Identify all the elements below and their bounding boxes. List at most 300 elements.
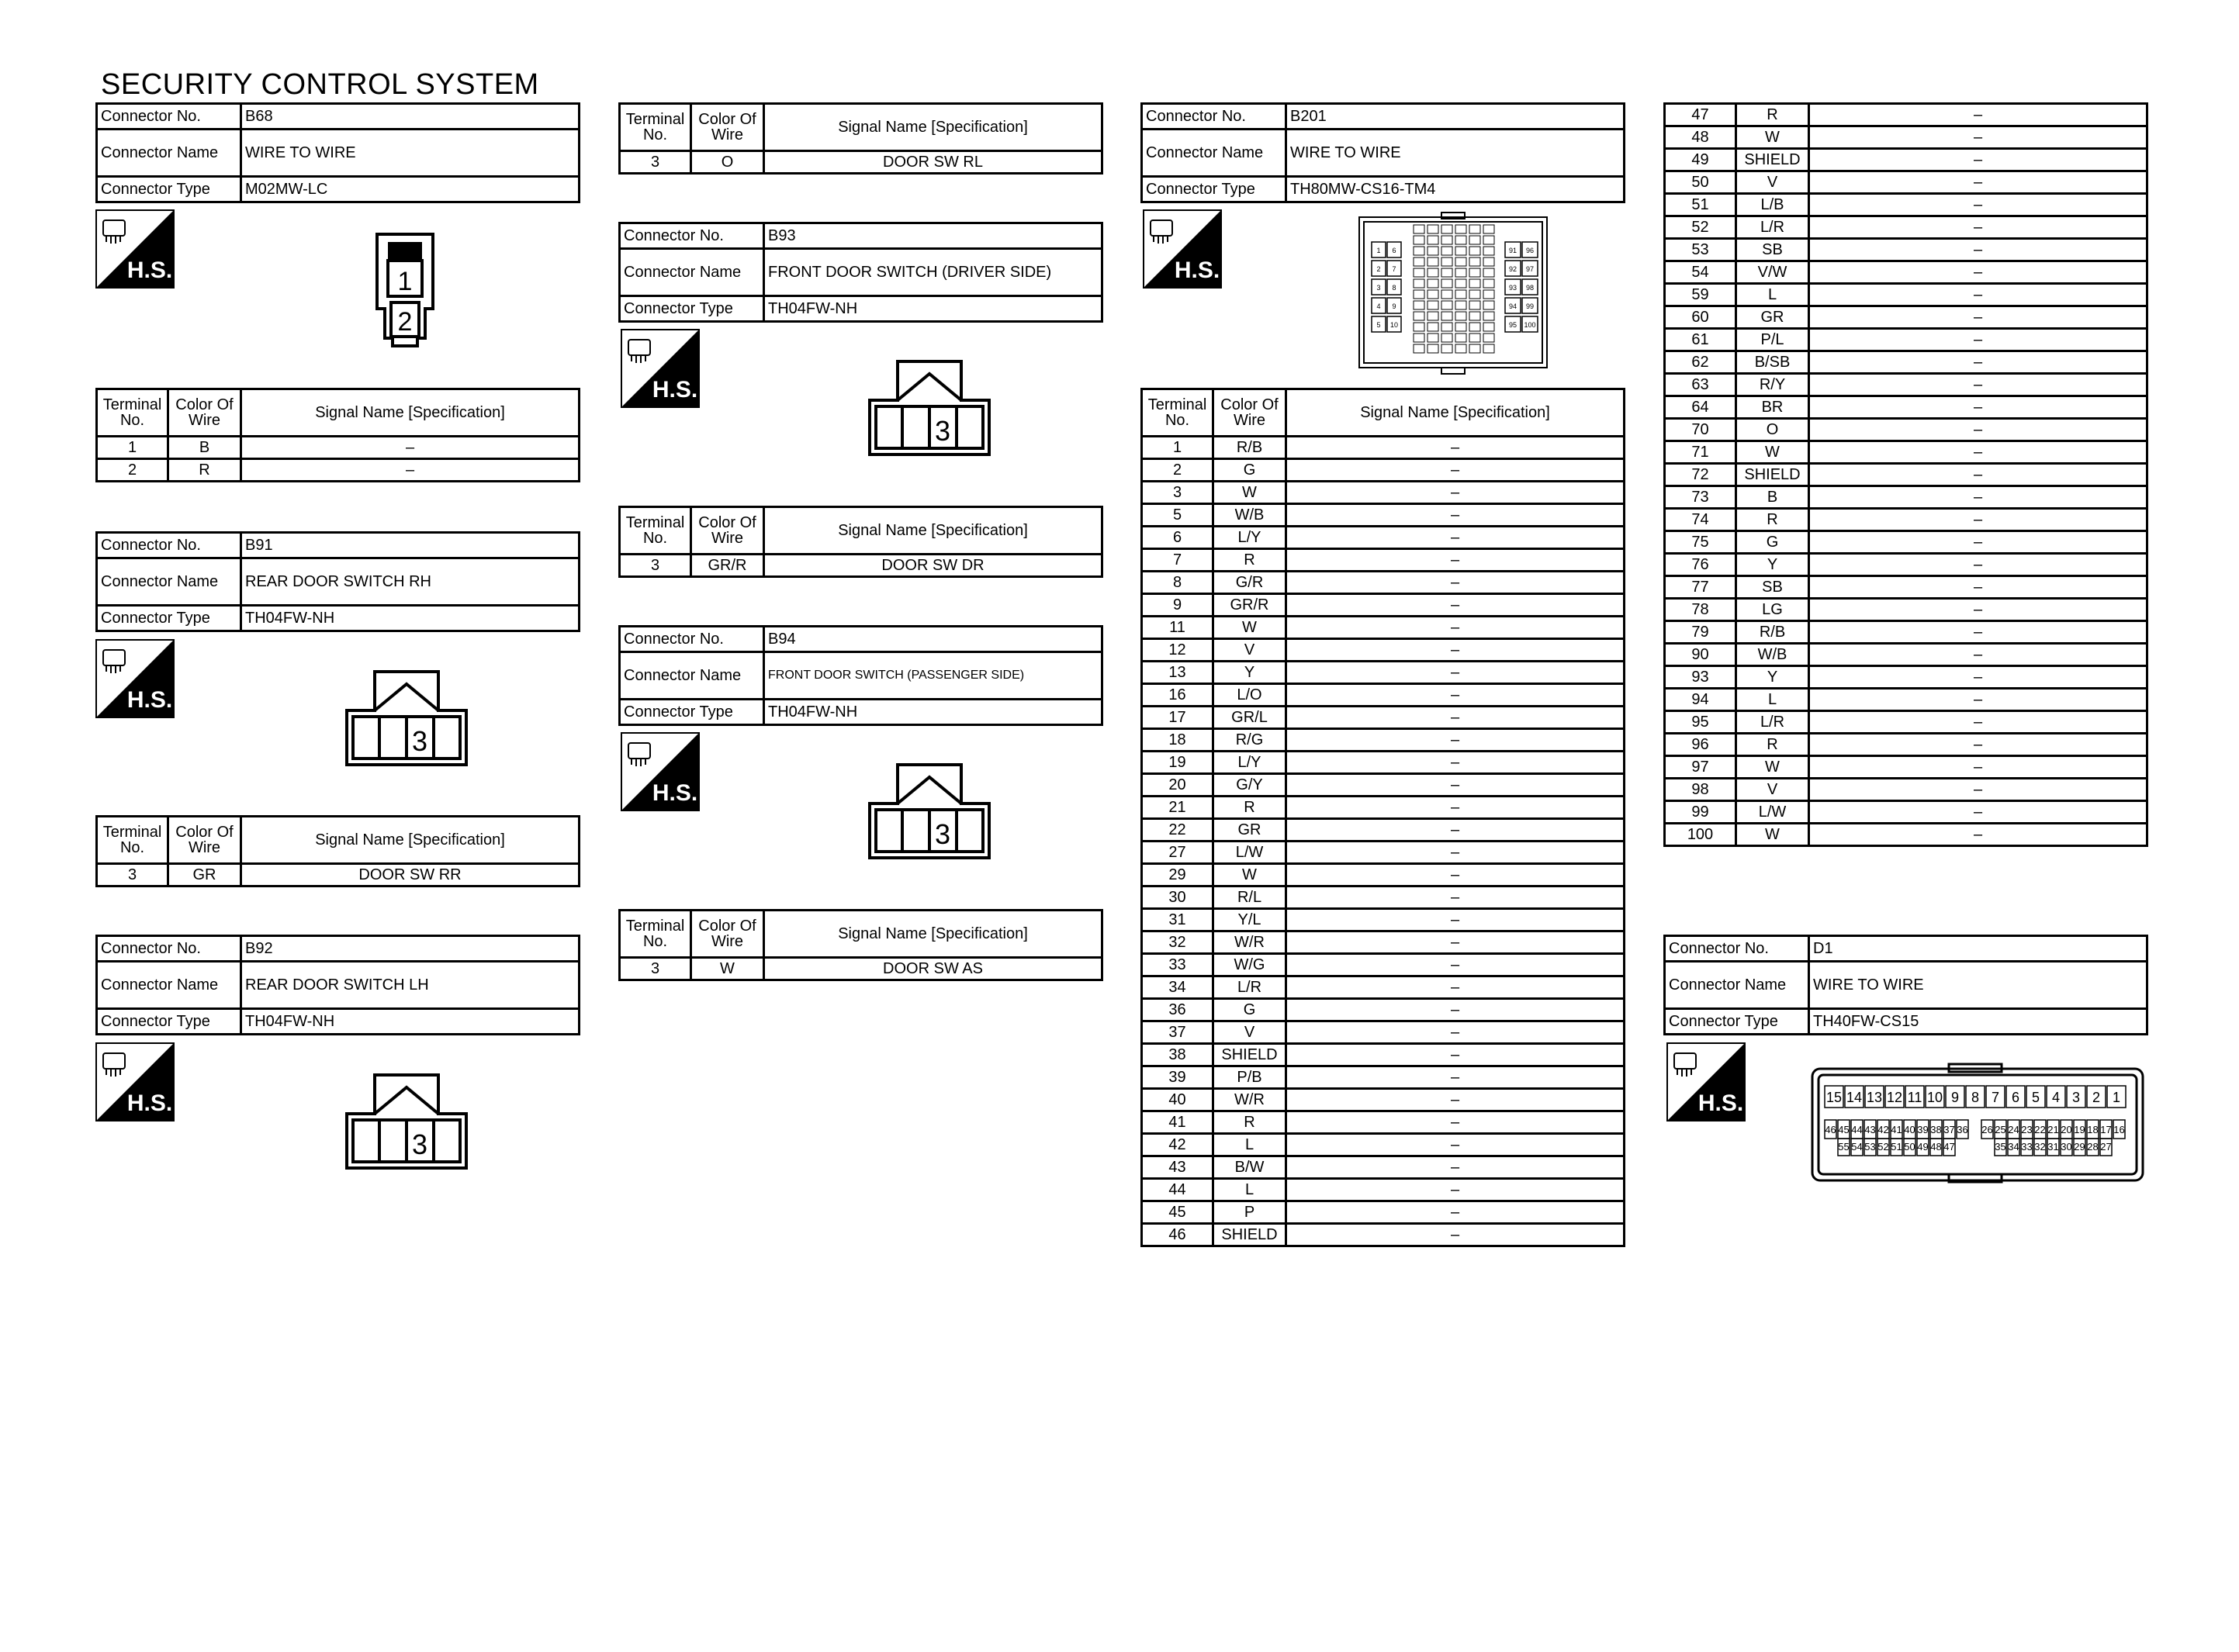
table-row — [1142, 976, 1625, 999]
table-row — [1142, 1224, 1625, 1246]
pin-cell — [1483, 301, 1494, 309]
terminal-cell: 97 — [1665, 756, 1736, 779]
table-row — [1142, 639, 1625, 662]
harness-side-icon — [621, 329, 700, 408]
pin-label: 23 — [2021, 1124, 2033, 1135]
svg-text:H.S.: H.S. — [652, 780, 698, 806]
table-row — [1142, 797, 1625, 819]
wire-color-cell: R/B — [1736, 621, 1809, 644]
signal-cell: – — [1809, 599, 2147, 621]
pin-label: 7 — [1991, 1090, 2000, 1105]
table-row — [1142, 752, 1625, 774]
terminal-cell: 45 — [1142, 1201, 1213, 1224]
table-row — [1142, 594, 1625, 617]
terminal-cell: 5 — [1142, 504, 1213, 527]
signal-cell: – — [1809, 666, 2147, 689]
pin-label: 99 — [1525, 302, 1535, 310]
signal-cell: – — [1809, 554, 2147, 576]
signal-cell: – — [1809, 194, 2147, 216]
table-row — [1142, 864, 1625, 886]
wire-color-cell: L/O — [1213, 684, 1286, 707]
table-row — [1665, 689, 2147, 711]
wire-color-cell: L/Y — [1213, 752, 1286, 774]
wire-color-cell: L/B — [1736, 194, 1809, 216]
table-row — [1665, 171, 2147, 194]
pin-label: 36 — [1957, 1124, 1968, 1135]
pin-cell — [1414, 257, 1424, 266]
table-row — [1665, 216, 2147, 239]
table-row — [1665, 351, 2147, 374]
pin-cell — [1441, 268, 1452, 277]
wire-color-cell: L/W — [1736, 801, 1809, 824]
wire-color-cell: L — [1736, 689, 1809, 711]
pin-label: 44 — [1851, 1124, 1863, 1135]
wire-color-cell: W/G — [1213, 954, 1286, 976]
table-row — [1665, 464, 2147, 486]
terminal-cell: 53 — [1665, 239, 1736, 261]
svg-text:1: 1 — [397, 267, 413, 296]
connector-diagram-b93 — [867, 358, 992, 458]
pin-label: 33 — [2021, 1141, 2033, 1153]
signal-cell: – — [1286, 886, 1625, 909]
svg-text:H.S.: H.S. — [1697, 1090, 1744, 1116]
pin-cell — [1441, 236, 1452, 244]
pin-cell — [1455, 312, 1466, 320]
signal-cell: – — [1286, 594, 1625, 617]
connector-diagram-b68 — [374, 231, 436, 349]
wire-color-cell: W — [1736, 441, 1809, 464]
wire-color-cell: P — [1213, 1201, 1286, 1224]
connector-info-b68 — [95, 102, 580, 203]
pin-cell — [1455, 323, 1466, 331]
pin-label: 2 — [1376, 265, 1381, 273]
terminal-cell: 36 — [1142, 999, 1213, 1021]
pin-cell — [1427, 312, 1438, 320]
pin-label: 2 — [2092, 1090, 2101, 1105]
table-row — [1665, 306, 2147, 329]
wire-color-cell: R/Y — [1736, 374, 1809, 396]
signal-cell: – — [1809, 396, 2147, 419]
pin-label: 13 — [1866, 1090, 1883, 1105]
pin-cell — [1469, 257, 1480, 266]
connector-diagram-b92 — [344, 1072, 469, 1171]
terminal-cell: 18 — [1142, 729, 1213, 752]
terminal-cell: 63 — [1665, 374, 1736, 396]
pin-label: 100 — [1524, 321, 1536, 329]
wire-color-cell: O — [1736, 419, 1809, 441]
pin-cell — [1441, 323, 1452, 331]
terminal-cell: 76 — [1665, 554, 1736, 576]
wire-color-cell: G — [1213, 999, 1286, 1021]
wire-color-cell: W/B — [1736, 644, 1809, 666]
table-row — [1142, 774, 1625, 797]
terminal-cell: 27 — [1142, 842, 1213, 864]
pin-cell — [1414, 268, 1424, 277]
pin-label: 51 — [1891, 1141, 1902, 1153]
pin-cell — [1427, 334, 1438, 342]
pin-cell — [1483, 257, 1494, 266]
signal-cell: – — [1809, 644, 2147, 666]
signal-cell: – — [1286, 617, 1625, 639]
pin-label: 54 — [1851, 1141, 1863, 1153]
wire-color-cell: B/W — [1213, 1156, 1286, 1179]
terminal-cell: 7 — [1142, 549, 1213, 572]
svg-text:3: 3 — [934, 818, 951, 850]
pin-label: 42 — [1877, 1124, 1889, 1135]
pin-cell — [1414, 247, 1424, 255]
wire-color-cell: L/R — [1213, 976, 1286, 999]
signal-cell: – — [1809, 261, 2147, 284]
table-row — [1665, 666, 2147, 689]
wire-color-cell: G/R — [1213, 572, 1286, 594]
table-row — [1665, 644, 2147, 666]
terminal-cell: 30 — [1142, 886, 1213, 909]
wire-color-cell: LG — [1736, 599, 1809, 621]
pin-label: 97 — [1525, 265, 1535, 273]
pin-label: 1 — [1376, 247, 1381, 254]
wire-color-cell: P/B — [1213, 1066, 1286, 1089]
label: Connector No. — [97, 104, 241, 130]
table-row — [1142, 1066, 1625, 1089]
signal-cell: – — [1809, 239, 2147, 261]
signal-cell: – — [1286, 572, 1625, 594]
table-row — [1665, 194, 2147, 216]
signal-cell: – — [1286, 527, 1625, 549]
terminal-cell: 39 — [1142, 1066, 1213, 1089]
pin-label: 38 — [1930, 1124, 1942, 1135]
signal-cell: – — [1809, 171, 2147, 194]
pin-cell — [1469, 323, 1480, 331]
value: B68 — [241, 104, 580, 130]
pin-cell — [1414, 344, 1424, 353]
table-row — [1665, 509, 2147, 531]
pin-label: 92 — [1508, 265, 1517, 273]
pin-cell — [1455, 290, 1466, 299]
table-row — [1142, 1201, 1625, 1224]
pin-label: 29 — [2074, 1141, 2085, 1153]
terminal-cell: 33 — [1142, 954, 1213, 976]
signal-cell: – — [1809, 531, 2147, 554]
table-row — [1142, 527, 1625, 549]
pin-label: 10 — [1926, 1090, 1943, 1105]
pin-cell — [1455, 344, 1466, 353]
table-row — [1665, 531, 2147, 554]
wire-color-cell: R — [1213, 1111, 1286, 1134]
terminal-cell: 93 — [1665, 666, 1736, 689]
pin-label: 22 — [2034, 1124, 2046, 1135]
wire-color-cell: W/R — [1213, 931, 1286, 954]
wire-color-cell: G/Y — [1213, 774, 1286, 797]
wire-color-cell: V — [1213, 639, 1286, 662]
harness-side-icon — [95, 1042, 175, 1121]
terminal-cell: 60 — [1665, 306, 1736, 329]
signal-cell: – — [1809, 509, 2147, 531]
signal-cell: – — [1809, 734, 2147, 756]
terminal-cell: 79 — [1665, 621, 1736, 644]
table-row — [1665, 576, 2147, 599]
table-row — [1142, 819, 1625, 842]
wire-color-cell: R — [1736, 509, 1809, 531]
table-row — [1665, 104, 2147, 126]
table-row — [1142, 459, 1625, 482]
terminal-cell: 2 — [1142, 459, 1213, 482]
svg-text:3: 3 — [934, 415, 951, 447]
signal-cell: – — [1286, 797, 1625, 819]
signal-cell: – — [1286, 976, 1625, 999]
terminal-cell: 78 — [1665, 599, 1736, 621]
pin-label: 3 — [1376, 284, 1381, 292]
pin-cell — [1469, 334, 1480, 342]
signal-cell: – — [1286, 662, 1625, 684]
signal-cell: – — [1809, 419, 2147, 441]
connector-diagram-b201 — [1356, 211, 1550, 377]
signal-table-b201: Terminal No. Color Of Wire Signal Name [Specification] 1 R/B – 2 G – 3 W – 5 W/B – 6 L/Y – 7 R – 8 G/R – 9 GR/R – 11 W – 12 V – 13 Y – 16 L/O – 17 GR/L – 18 R/G – 19 L/Y – 20 G/Y – 21 R – 22 GR – 27 L/W – 29 W – 30 R/L – 31 Y/L – 32 W/R – 33 W/G – 34 L/R – 36 G – 37 V – 38 SHIELD – 39 P/B – 40 W/R – 41 R – 42 L – 43 B/W – 44 L – 45 P – 46 SHIELD – — [1140, 388, 1625, 1247]
pin-label: 31 — [2047, 1141, 2059, 1153]
table-row — [1142, 1156, 1625, 1179]
table-row — [1665, 419, 2147, 441]
table-row — [1665, 801, 2147, 824]
pin-cell — [1483, 344, 1494, 353]
table-row — [1142, 437, 1625, 459]
table-row — [1665, 239, 2147, 261]
signal-table-b94: Terminal No. Color Of Wire Signal Name [Specification] 3 W DOOR SW AS — [618, 909, 1103, 981]
terminal-cell: 16 — [1142, 684, 1213, 707]
connector-diagram-b91 — [344, 669, 469, 768]
table-row — [1142, 886, 1625, 909]
table-row — [1665, 261, 2147, 284]
wire-color-cell: R — [1736, 734, 1809, 756]
pin-label: 32 — [2034, 1141, 2046, 1153]
terminal-cell: 70 — [1665, 419, 1736, 441]
table-row — [1665, 486, 2147, 509]
table-row — [1142, 1111, 1625, 1134]
wire-color-cell: SHIELD — [1736, 149, 1809, 171]
pin-cell — [1427, 247, 1438, 255]
terminal-cell: 90 — [1665, 644, 1736, 666]
svg-text:2: 2 — [397, 307, 413, 337]
value: M02MW-LC — [241, 177, 580, 202]
table-row — [1665, 779, 2147, 801]
pin-cell — [1427, 279, 1438, 288]
pin-label: 7 — [1392, 265, 1396, 273]
signal-cell: – — [1286, 684, 1625, 707]
signal-cell: – — [1809, 486, 2147, 509]
pin-label: 91 — [1508, 247, 1517, 254]
connector-diagram-b94 — [867, 762, 992, 861]
wire-color-cell: R — [1213, 549, 1286, 572]
signal-table-b91: Terminal No. Color Of Wire Signal Name [Specification] 3 GR DOOR SW RR — [95, 815, 580, 887]
pin-label: 53 — [1864, 1141, 1876, 1153]
pin-cell — [1414, 334, 1424, 342]
pin-label: 55 — [1838, 1141, 1850, 1153]
table-row — [1142, 662, 1625, 684]
table-row — [1142, 842, 1625, 864]
svg-text:H.S.: H.S. — [652, 377, 698, 403]
signal-table-b201-continued — [1663, 102, 2148, 847]
signal-cell: – — [1286, 459, 1625, 482]
pin-cell — [1469, 290, 1480, 299]
pin-cell — [1427, 323, 1438, 331]
pin-cell — [1483, 236, 1494, 244]
wire-color-cell: L/W — [1213, 842, 1286, 864]
signal-cell: – — [1286, 437, 1625, 459]
wire-color-cell: L/R — [1736, 711, 1809, 734]
signal-cell: – — [1809, 576, 2147, 599]
terminal-cell: 100 — [1665, 824, 1736, 846]
terminal-cell: 72 — [1665, 464, 1736, 486]
table-row — [1142, 729, 1625, 752]
signal-cell: – — [1809, 104, 2147, 126]
terminal-cell: 73 — [1665, 486, 1736, 509]
signal-cell: – — [1809, 756, 2147, 779]
pin-label: 18 — [2087, 1124, 2099, 1135]
table-row — [1142, 931, 1625, 954]
pin-cell — [1455, 225, 1466, 233]
pin-cell — [1455, 257, 1466, 266]
wire-color-cell: W — [1213, 482, 1286, 504]
terminal-cell: 50 — [1665, 171, 1736, 194]
table-row — [1142, 549, 1625, 572]
pin-label: 52 — [1877, 1141, 1889, 1153]
pin-label: 8 — [1971, 1090, 1980, 1105]
table-row — [1142, 1044, 1625, 1066]
signal-cell: – — [1286, 819, 1625, 842]
table-row — [1142, 617, 1625, 639]
table-row — [1142, 1021, 1625, 1044]
table-row — [1142, 482, 1625, 504]
pin-cell — [1414, 301, 1424, 309]
pin-cell — [1414, 279, 1424, 288]
pin-cell — [1427, 236, 1438, 244]
terminal-cell: 44 — [1142, 1179, 1213, 1201]
signal-cell: – — [1809, 351, 2147, 374]
table-row — [1142, 909, 1625, 931]
pin-label: 26 — [1981, 1124, 1993, 1135]
harness-side-icon — [1666, 1042, 1746, 1121]
signal-cell: – — [1286, 1201, 1625, 1224]
signal-cell: – — [1286, 1134, 1625, 1156]
wire-color-cell: V/W — [1736, 261, 1809, 284]
pin-label: 43 — [1864, 1124, 1876, 1135]
terminal-cell: 20 — [1142, 774, 1213, 797]
harness-side-icon — [1143, 209, 1222, 289]
terminal-cell: 75 — [1665, 531, 1736, 554]
pin-label: 6 — [2011, 1090, 2020, 1105]
pin-cell — [1427, 290, 1438, 299]
connector-info-b92: Connector No. B92 Connector Name REAR DOOR SWITCH LH Connector Type TH04FW-NH — [95, 935, 580, 1035]
pin-cell — [1441, 301, 1452, 309]
table-row: 1 B – — [97, 437, 580, 459]
signal-cell: – — [1809, 374, 2147, 396]
pin-cell — [1483, 334, 1494, 342]
signal-cell: – — [1286, 931, 1625, 954]
signal-cell: – — [1286, 1156, 1625, 1179]
terminal-cell: 61 — [1665, 329, 1736, 351]
pin-label: 10 — [1389, 321, 1399, 329]
pin-cell — [1455, 247, 1466, 255]
svg-text:3: 3 — [411, 725, 428, 757]
signal-cell: – — [1286, 842, 1625, 864]
pin-cell — [1414, 290, 1424, 299]
terminal-cell: 17 — [1142, 707, 1213, 729]
wire-color-cell: R/L — [1213, 886, 1286, 909]
terminal-cell: 99 — [1665, 801, 1736, 824]
wire-color-cell: Y/L — [1213, 909, 1286, 931]
wire-color-cell: SB — [1736, 576, 1809, 599]
pin-cell — [1469, 279, 1480, 288]
signal-cell: – — [1286, 909, 1625, 931]
table-row: 2 R – — [97, 459, 580, 482]
connector-info-b91: Connector No. B91 Connector Name REAR DOOR SWITCH RH Connector Type TH04FW-NH — [95, 531, 580, 632]
wire-color-cell: W/B — [1213, 504, 1286, 527]
table-row: 3 GR DOOR SW RR — [97, 864, 580, 886]
terminal-cell: 34 — [1142, 976, 1213, 999]
connector-info-b93: Connector No. B93 Connector Name FRONT DOOR SWITCH (DRIVER SIDE) Connector Type TH04FW-NH — [618, 222, 1103, 323]
pin-label: 95 — [1508, 321, 1517, 329]
signal-cell: – — [1286, 774, 1625, 797]
svg-text:3: 3 — [411, 1128, 428, 1160]
terminal-cell: 12 — [1142, 639, 1213, 662]
table-row — [1142, 572, 1625, 594]
terminal-cell: 21 — [1142, 797, 1213, 819]
signal-cell: – — [1286, 1179, 1625, 1201]
pin-cell — [1483, 323, 1494, 331]
pin-cell — [1469, 225, 1480, 233]
pin-cell — [1469, 236, 1480, 244]
table-row — [1665, 711, 2147, 734]
pin-label: 17 — [2100, 1124, 2112, 1135]
wire-color-cell: Y — [1213, 662, 1286, 684]
pin-label: 6 — [1392, 247, 1396, 254]
pin-cell — [1483, 312, 1494, 320]
pin-label: 96 — [1525, 247, 1535, 254]
wire-color-cell: L/Y — [1213, 527, 1286, 549]
svg-text:H.S.: H.S. — [126, 1090, 173, 1116]
terminal-cell: 11 — [1142, 617, 1213, 639]
table-row — [1665, 284, 2147, 306]
svg-text:H.S.: H.S. — [126, 257, 173, 283]
signal-cell: – — [1809, 779, 2147, 801]
terminal-cell: 42 — [1142, 1134, 1213, 1156]
harness-side-icon — [621, 732, 700, 811]
signal-cell: – — [1809, 801, 2147, 824]
signal-cell: – — [1809, 306, 2147, 329]
pin-label: 28 — [2087, 1141, 2099, 1153]
pin-cell — [1427, 301, 1438, 309]
pin-label: 49 — [1917, 1141, 1929, 1153]
wire-color-cell: SB — [1736, 239, 1809, 261]
signal-cell: – — [1286, 1044, 1625, 1066]
wire-color-cell: G — [1736, 531, 1809, 554]
table-row — [1142, 707, 1625, 729]
wire-color-cell: Y — [1736, 666, 1809, 689]
terminal-cell: 47 — [1665, 104, 1736, 126]
table-row — [1142, 684, 1625, 707]
pin-label: 30 — [2061, 1141, 2072, 1153]
wire-color-cell: W — [1736, 756, 1809, 779]
terminal-cell: 22 — [1142, 819, 1213, 842]
terminal-cell: 41 — [1142, 1111, 1213, 1134]
pin-label: 4 — [2051, 1090, 2061, 1105]
harness-side-icon — [95, 209, 175, 289]
page-title: SECURITY CONTROL SYSTEM — [101, 68, 539, 101]
wire-color-cell: W — [1213, 617, 1286, 639]
pin-label: 3 — [2071, 1090, 2081, 1105]
terminal-cell: 40 — [1142, 1089, 1213, 1111]
pin-label: 35 — [1995, 1141, 2006, 1153]
pin-cell — [1441, 290, 1452, 299]
terminal-cell: 13 — [1142, 662, 1213, 684]
